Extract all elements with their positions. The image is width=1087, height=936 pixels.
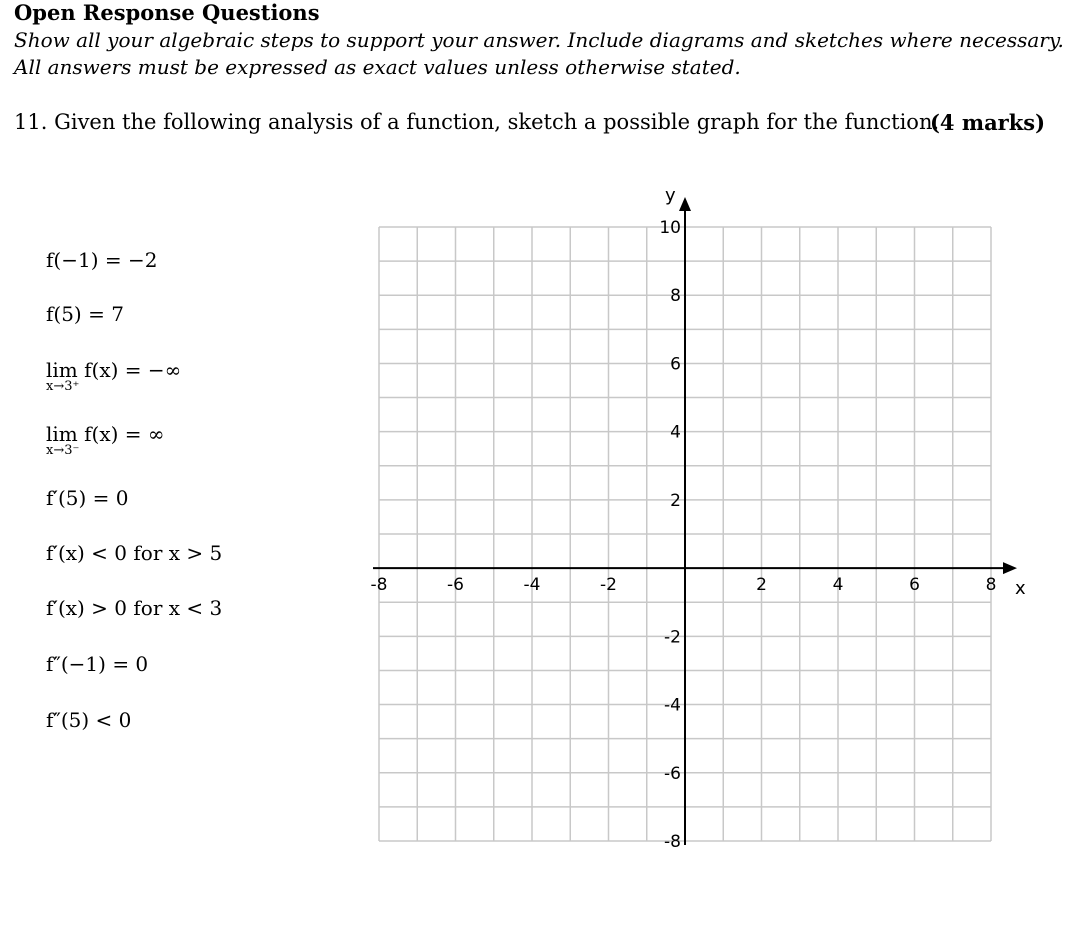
question-text: 11. Given the following analysis of a function, sketch a possible graph for the function.	[14, 110, 940, 134]
y-tick-label: -2	[664, 627, 681, 648]
condition-main: f(−1) = −2	[46, 248, 158, 272]
y-tick-label: 4	[670, 422, 681, 443]
x-tick-label: -2	[600, 575, 617, 596]
x-tick-label: 6	[909, 575, 920, 596]
x-tick-labels	[371, 575, 997, 595]
condition-main: f′(x) < 0 for x > 5	[46, 541, 223, 565]
y-tick-label: 2	[670, 490, 681, 511]
question-marks: (4 marks)	[930, 110, 1046, 135]
y-tick-label: 10	[659, 218, 681, 238]
y-axis-label: y	[665, 185, 676, 206]
x-tick-label: 2	[756, 575, 767, 596]
x-tick-label: 4	[832, 575, 844, 596]
y-tick-label: 8	[670, 286, 681, 307]
condition-main: lim f(x) = ∞	[46, 422, 165, 446]
condition-limit-subscript: x→3⁺	[46, 379, 80, 394]
y-tick-label: -8	[664, 832, 681, 852]
condition-limit-subscript: x→3⁻	[46, 443, 80, 458]
x-tick-label: -8	[370, 575, 388, 596]
x-tick-label: -4	[523, 575, 541, 596]
instruction-line-2: All answers must be expressed as exact values unless otherwise stated.	[14, 55, 741, 79]
condition-main: f′(x) > 0 for x < 3	[46, 596, 223, 620]
axes	[370, 197, 1017, 845]
x-axis-label: x	[1015, 578, 1026, 600]
instruction-line-1: Show all your algebraic steps to support your answer. Include diagrams and sketches where necessary.	[14, 28, 1064, 52]
y-tick-labels	[659, 218, 681, 852]
condition-main: f″(5) < 0	[46, 708, 132, 732]
section-heading: Open Response Questions	[14, 0, 320, 25]
condition-main: f(5) = 7	[46, 302, 124, 326]
y-tick-label: 6	[670, 354, 681, 375]
condition-main: lim f(x) = −∞	[46, 358, 182, 382]
condition-main: f′(5) = 0	[46, 486, 129, 510]
condition-main: f″(−1) = 0	[46, 652, 149, 676]
y-tick-label: -6	[664, 763, 681, 784]
x-axis-arrow-icon	[1003, 562, 1017, 574]
x-tick-label: 8	[985, 575, 997, 596]
x-tick-label: -6	[447, 575, 464, 596]
y-tick-label: -4	[664, 695, 681, 716]
y-axis-arrow-icon	[679, 197, 691, 211]
